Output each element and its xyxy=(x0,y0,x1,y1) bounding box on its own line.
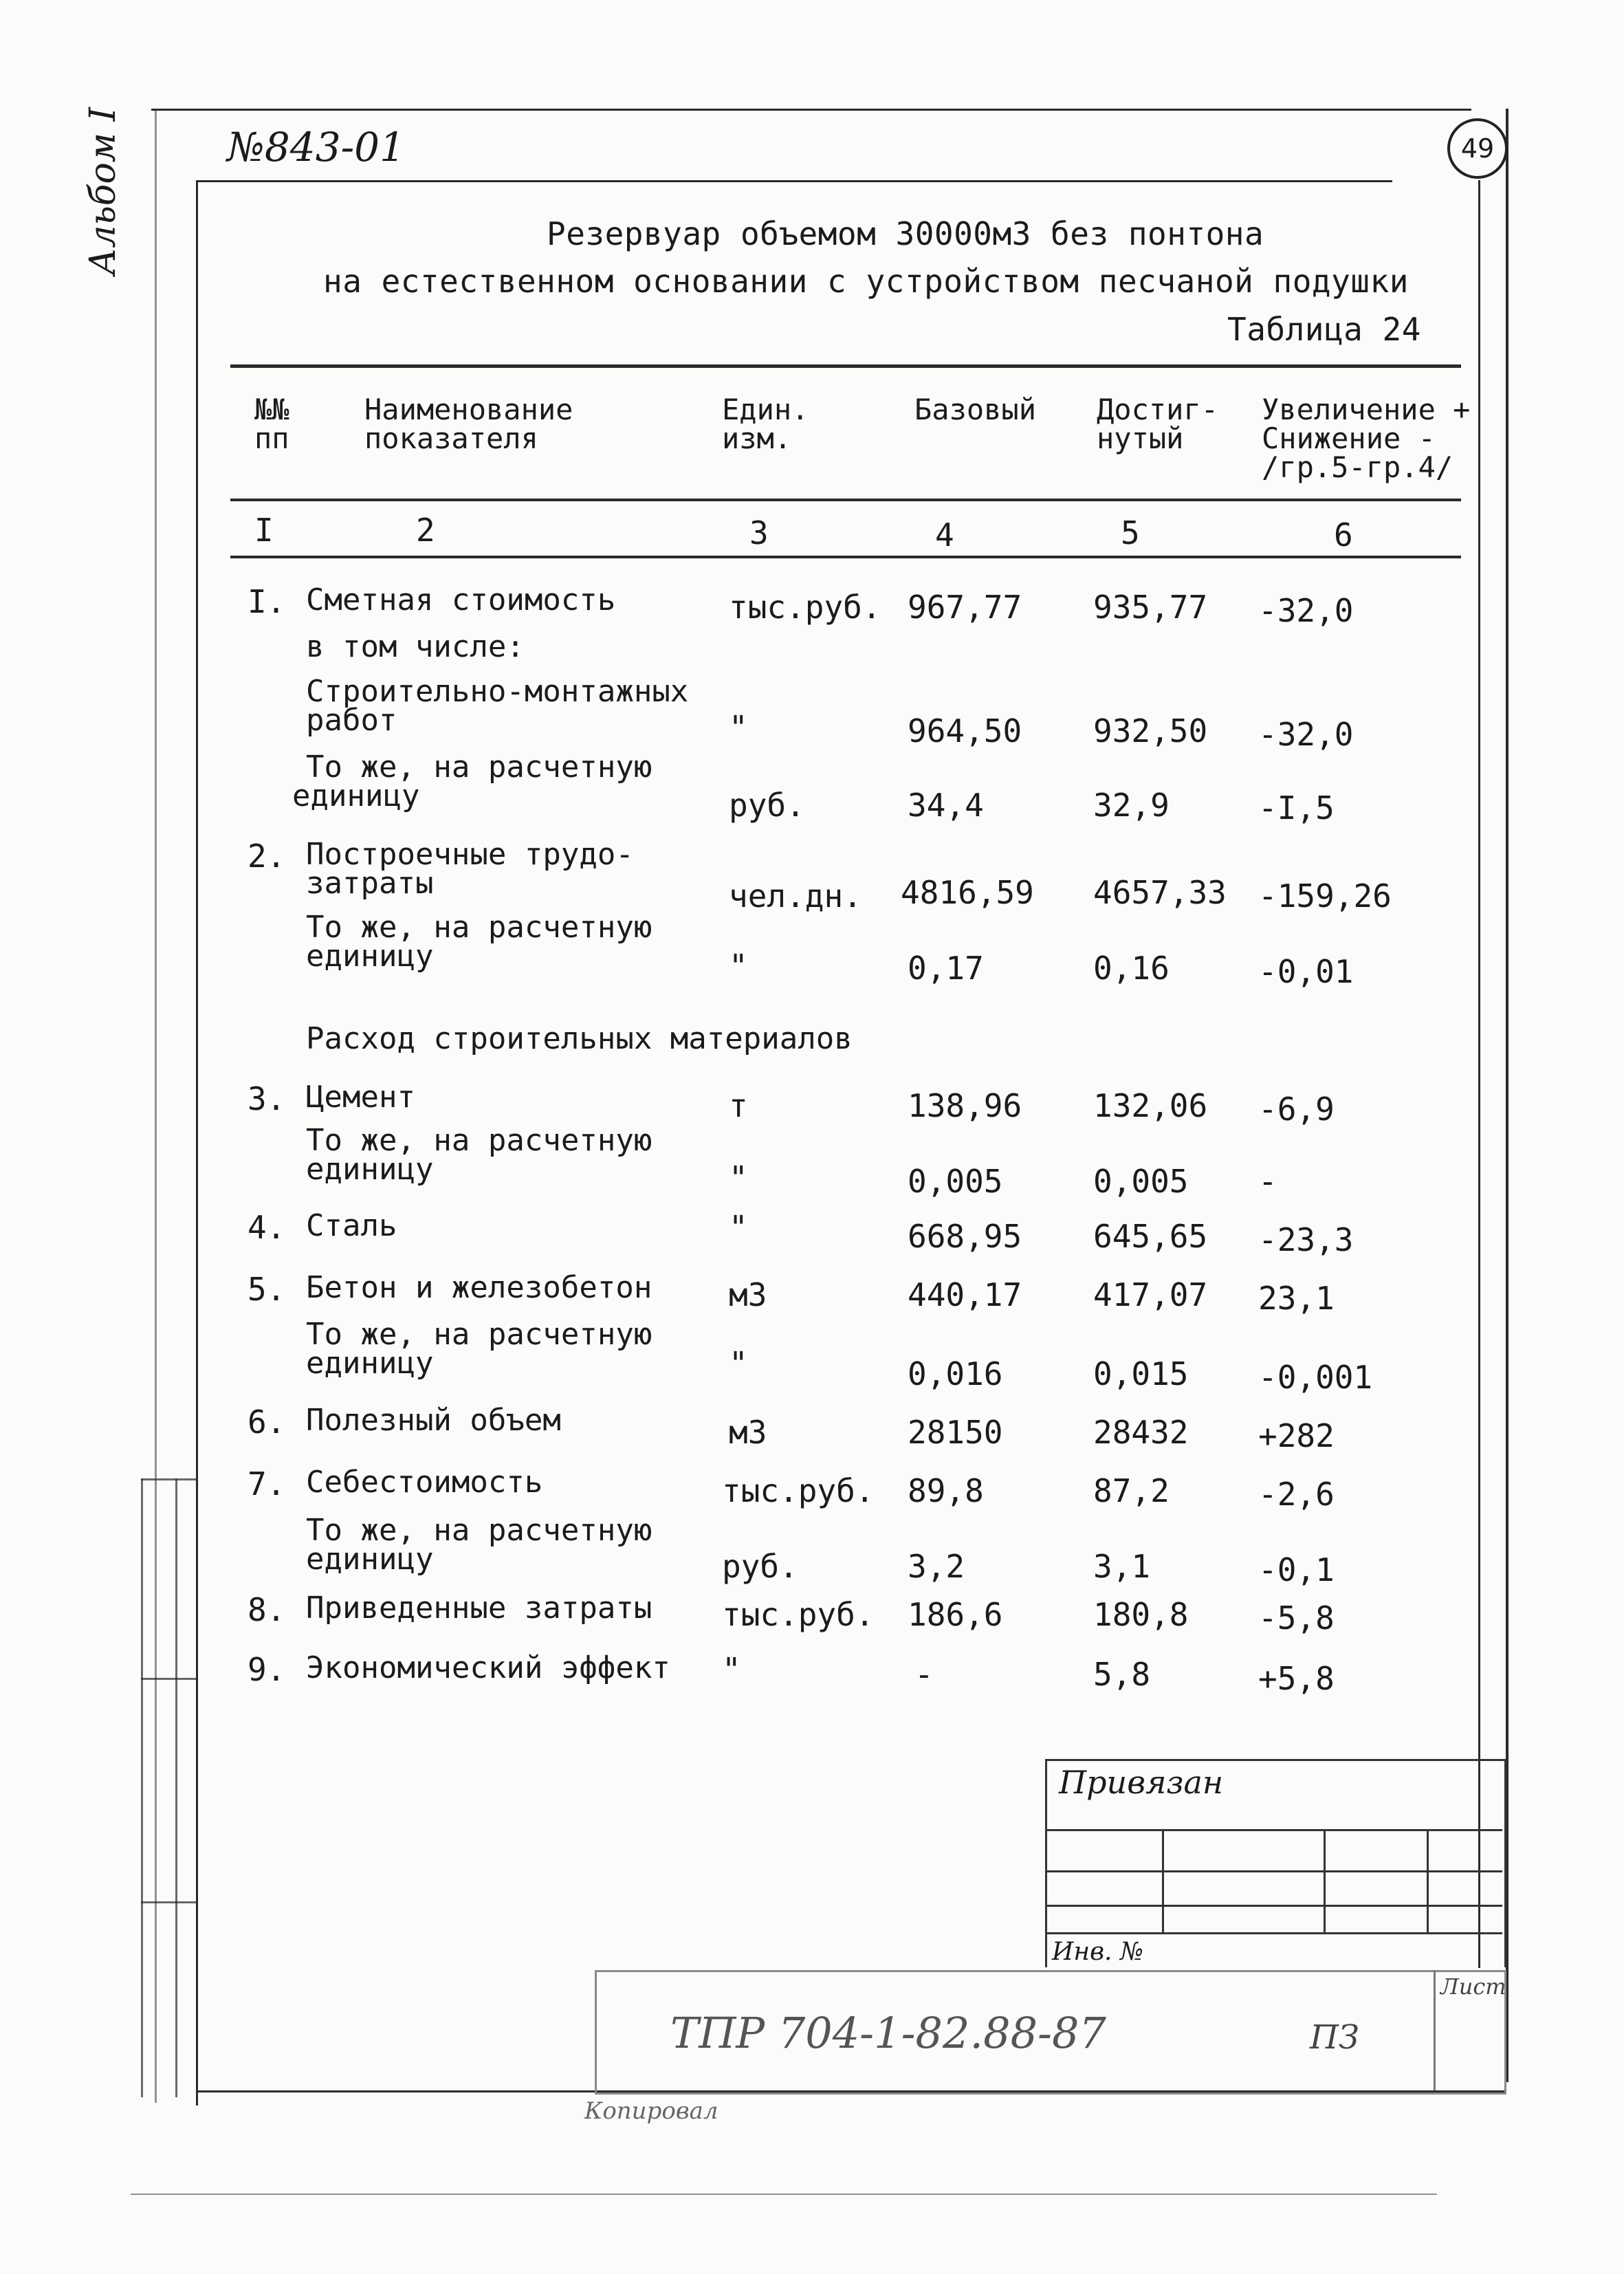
row-9-base: 0,005 xyxy=(908,1163,1003,1200)
row-1-name xyxy=(306,582,616,617)
colnum-5: 5 xyxy=(1121,514,1140,551)
row-15-achieved: 3,1 xyxy=(1093,1548,1151,1585)
header-achieved-line2: нутый xyxy=(1097,422,1184,455)
row-11-change: 23,1 xyxy=(1258,1280,1335,1317)
row-3-name-line2: работ xyxy=(306,702,397,738)
row-14-name-line1: Себестоимость xyxy=(306,1465,543,1500)
frame-left-line xyxy=(196,180,198,2106)
row-7-name xyxy=(306,1021,853,1056)
header-base-line1: Базовый xyxy=(914,393,1037,426)
row-11-unit: м3 xyxy=(729,1276,767,1313)
row-12-change: -0,001 xyxy=(1258,1359,1373,1396)
row-17-unit: " xyxy=(722,1651,741,1688)
title-line-2: на естественном основании с устройством песчаной подушки xyxy=(323,263,1409,300)
privyazan-label: Привязан xyxy=(1059,1764,1224,1801)
frame-right-inner-line xyxy=(1478,180,1480,1968)
row-1-unit: тыс.руб. xyxy=(729,589,881,626)
row-6-name-line1: То же, на расчетную xyxy=(306,910,652,945)
row-12-base: 0,016 xyxy=(908,1355,1003,1392)
row-6-base: 0,17 xyxy=(908,950,984,987)
header-name-line1: Наименование xyxy=(364,393,573,426)
row-15-name-line2: единицу xyxy=(306,1541,434,1577)
row-9-name-line1: То же, на расчетную xyxy=(306,1123,652,1158)
row-11-base: 440,17 xyxy=(908,1276,1022,1313)
row-14-base: 89,8 xyxy=(908,1472,984,1509)
row-15-name-line1: То же, на расчетную xyxy=(306,1513,652,1548)
header-name-line2: показателя xyxy=(364,422,538,455)
colnum-6: 6 xyxy=(1334,516,1353,554)
sheet-number-badge xyxy=(1447,118,1508,179)
row-13-num: 6. xyxy=(248,1403,286,1441)
row-8-change: -6,9 xyxy=(1258,1091,1335,1128)
row-5-base: 4816,59 xyxy=(901,874,1034,911)
row-9-name xyxy=(306,1123,652,1187)
header-num-line1: №№ xyxy=(254,393,289,426)
row-1-num: I. xyxy=(248,583,286,620)
row-5-name-line1: Построечные трудо- xyxy=(306,837,634,872)
colnum-1: I xyxy=(254,512,274,549)
row-4-name-line2: единицу xyxy=(292,778,420,813)
header-name xyxy=(364,395,573,453)
stamp-sheet-label: Лист xyxy=(1440,1974,1506,2000)
row-17-name-line1: Экономический эффект xyxy=(306,1650,670,1685)
row-17-num: 9. xyxy=(248,1651,286,1688)
row-8-name xyxy=(306,1080,415,1115)
row-1-achieved: 935,77 xyxy=(1093,589,1208,626)
row-1-name-line1: Сметная стоимость xyxy=(306,582,616,617)
header-num xyxy=(254,395,289,453)
row-13-achieved: 28432 xyxy=(1093,1414,1189,1451)
stamp-doc-code: ТПР 704-1-82.88-87 xyxy=(670,2008,1106,2058)
row-10-achieved: 645,65 xyxy=(1093,1218,1208,1255)
row-3-name-line1: Строительно-монтажных xyxy=(306,674,689,709)
stamp-col-1 xyxy=(1162,1829,1164,1932)
margin-strip-h-1 xyxy=(141,1478,196,1480)
row-2-name xyxy=(306,629,525,664)
title-line-1: Резервуар объемом 30000м3 без понтона xyxy=(547,215,1264,252)
row-6-achieved: 0,16 xyxy=(1093,950,1170,987)
row-13-unit: м3 xyxy=(729,1414,767,1451)
row-12-achieved: 0,015 xyxy=(1093,1355,1189,1392)
header-unit xyxy=(722,395,809,453)
header-achieved xyxy=(1097,395,1218,453)
row-5-num: 2. xyxy=(248,838,286,875)
stamp-sheet-divider xyxy=(1434,1970,1436,2090)
row-12-name-line2: единицу xyxy=(306,1345,434,1381)
frame-bottom-outer-line xyxy=(131,2194,1437,2195)
row-12-name xyxy=(306,1317,652,1381)
row-2-name-line1: в том числе: xyxy=(306,629,525,664)
row-11-name xyxy=(306,1270,652,1305)
header-achieved-line1: Достиг- xyxy=(1097,393,1219,426)
row-16-change: -5,8 xyxy=(1258,1599,1335,1637)
copied-by-label: Копировал xyxy=(584,2097,718,2125)
stamp-rule-1 xyxy=(1045,1829,1502,1831)
row-4-name-line1: То же, на расчетную xyxy=(306,750,652,785)
stamp-section: ПЗ xyxy=(1310,2018,1359,2057)
table-header-rule xyxy=(230,499,1461,501)
row-6-unit: " xyxy=(729,948,748,985)
row-6-name xyxy=(306,910,652,974)
row-14-unit: тыс.руб. xyxy=(722,1472,875,1509)
margin-strip-h-3 xyxy=(141,1901,196,1903)
row-10-change: -23,3 xyxy=(1258,1221,1354,1258)
table-label: Таблица 24 xyxy=(1227,311,1421,348)
row-8-base: 138,96 xyxy=(908,1087,1022,1124)
row-9-achieved: 0,005 xyxy=(1093,1163,1189,1200)
row-16-achieved: 180,8 xyxy=(1093,1596,1189,1633)
row-6-name-line2: единицу xyxy=(306,938,434,974)
stamp-col-3 xyxy=(1427,1829,1429,1932)
margin-strip-h-2 xyxy=(141,1678,196,1680)
stamp-rule-4 xyxy=(1045,1932,1502,1934)
header-change-line1: Увеличение + xyxy=(1262,393,1471,426)
row-8-achieved: 132,06 xyxy=(1093,1087,1208,1124)
row-4-achieved: 32,9 xyxy=(1093,787,1170,824)
row-4-change: -I,5 xyxy=(1258,789,1335,827)
sheet-number: 49 xyxy=(1460,133,1495,164)
row-16-name xyxy=(306,1590,652,1626)
row-15-unit: руб. xyxy=(722,1548,798,1585)
row-17-achieved: 5,8 xyxy=(1093,1656,1151,1693)
row-5-achieved: 4657,33 xyxy=(1093,874,1227,911)
row-14-name xyxy=(306,1465,543,1500)
row-1-base: 967,77 xyxy=(908,589,1022,626)
row-8-name-line1: Цемент xyxy=(306,1080,415,1115)
table-top-rule xyxy=(230,364,1461,368)
row-5-name xyxy=(306,837,634,901)
row-12-name-line1: То же, на расчетную xyxy=(306,1317,652,1352)
row-9-change: - xyxy=(1258,1163,1277,1200)
row-4-name xyxy=(292,750,652,813)
inv-no-label: Инв. № xyxy=(1052,1938,1144,1966)
margin-strip-line-2 xyxy=(175,1478,177,2097)
row-10-name xyxy=(306,1208,397,1243)
row-14-change: -2,6 xyxy=(1258,1476,1335,1513)
header-unit-line2: изм. xyxy=(722,422,792,455)
frame-top-inner-line xyxy=(196,180,1392,182)
row-9-unit: " xyxy=(729,1159,748,1196)
row-17-base: - xyxy=(914,1656,934,1693)
row-13-base: 28150 xyxy=(908,1414,1003,1451)
row-16-base: 186,6 xyxy=(908,1596,1003,1633)
row-5-unit: чел.дн. xyxy=(729,877,862,915)
row-3-achieved: 932,50 xyxy=(1093,712,1208,750)
row-10-num: 4. xyxy=(248,1209,286,1246)
row-9-name-line2: единицу xyxy=(306,1151,434,1187)
row-3-change: -32,0 xyxy=(1258,716,1354,753)
header-num-line2: пп xyxy=(254,422,289,455)
header-change-line2: Снижение - xyxy=(1262,422,1436,455)
stamp-col-2 xyxy=(1324,1829,1326,1932)
row-13-change: +282 xyxy=(1258,1417,1335,1454)
colnum-2: 2 xyxy=(416,512,435,549)
row-12-unit: " xyxy=(729,1345,748,1382)
row-15-change: -0,1 xyxy=(1258,1551,1335,1588)
row-10-name-line1: Сталь xyxy=(306,1208,397,1243)
row-17-change: +5,8 xyxy=(1258,1660,1335,1697)
row-13-name xyxy=(306,1403,561,1438)
row-4-base: 34,4 xyxy=(908,787,984,824)
row-16-name-line1: Приведенные затраты xyxy=(306,1590,652,1626)
row-3-name xyxy=(306,674,689,738)
header-change-line3: /гр.5-гр.4/ xyxy=(1262,450,1453,484)
row-8-unit: т xyxy=(729,1087,748,1124)
row-14-achieved: 87,2 xyxy=(1093,1472,1170,1509)
row-6-change: -0,01 xyxy=(1258,953,1354,990)
table-colnum-rule xyxy=(230,556,1461,558)
colnum-4: 4 xyxy=(935,516,954,554)
header-base xyxy=(914,395,1036,424)
colnum-3: 3 xyxy=(749,514,769,551)
row-15-name xyxy=(306,1513,652,1577)
row-11-achieved: 417,07 xyxy=(1093,1276,1208,1313)
row-4-unit: руб. xyxy=(729,787,805,824)
margin-strip-line-1 xyxy=(141,1478,143,2097)
row-7-name-line1: Расход строительных материалов xyxy=(306,1021,853,1056)
row-5-change: -159,26 xyxy=(1258,877,1392,915)
row-11-num: 5. xyxy=(248,1271,286,1308)
row-5-name-line2: затраты xyxy=(306,865,434,901)
header-change xyxy=(1262,395,1470,482)
row-10-base: 668,95 xyxy=(908,1218,1022,1255)
row-3-unit: " xyxy=(729,709,748,746)
frame-outer-left-line xyxy=(155,109,157,2103)
row-10-unit: " xyxy=(729,1209,748,1246)
header-unit-line1: Един. xyxy=(722,393,809,426)
row-11-name-line1: Бетон и железобетон xyxy=(306,1270,652,1305)
row-1-change: -32,0 xyxy=(1258,592,1354,629)
row-16-unit: тыс.руб. xyxy=(722,1596,875,1633)
doc-code-handwritten: №843-01 xyxy=(227,124,405,171)
row-14-num: 7. xyxy=(248,1465,286,1502)
row-3-base: 964,50 xyxy=(908,712,1022,750)
stamp-rule-3 xyxy=(1045,1905,1502,1907)
row-16-num: 8. xyxy=(248,1591,286,1628)
row-13-name-line1: Полезный объем xyxy=(306,1403,561,1438)
row-8-num: 3. xyxy=(248,1080,286,1117)
stamp-rule-2 xyxy=(1045,1870,1502,1872)
frame-top-line xyxy=(151,109,1471,111)
album-label-vertical: Альбом I xyxy=(83,107,124,275)
row-15-base: 3,2 xyxy=(908,1548,965,1585)
row-17-name xyxy=(306,1650,670,1685)
